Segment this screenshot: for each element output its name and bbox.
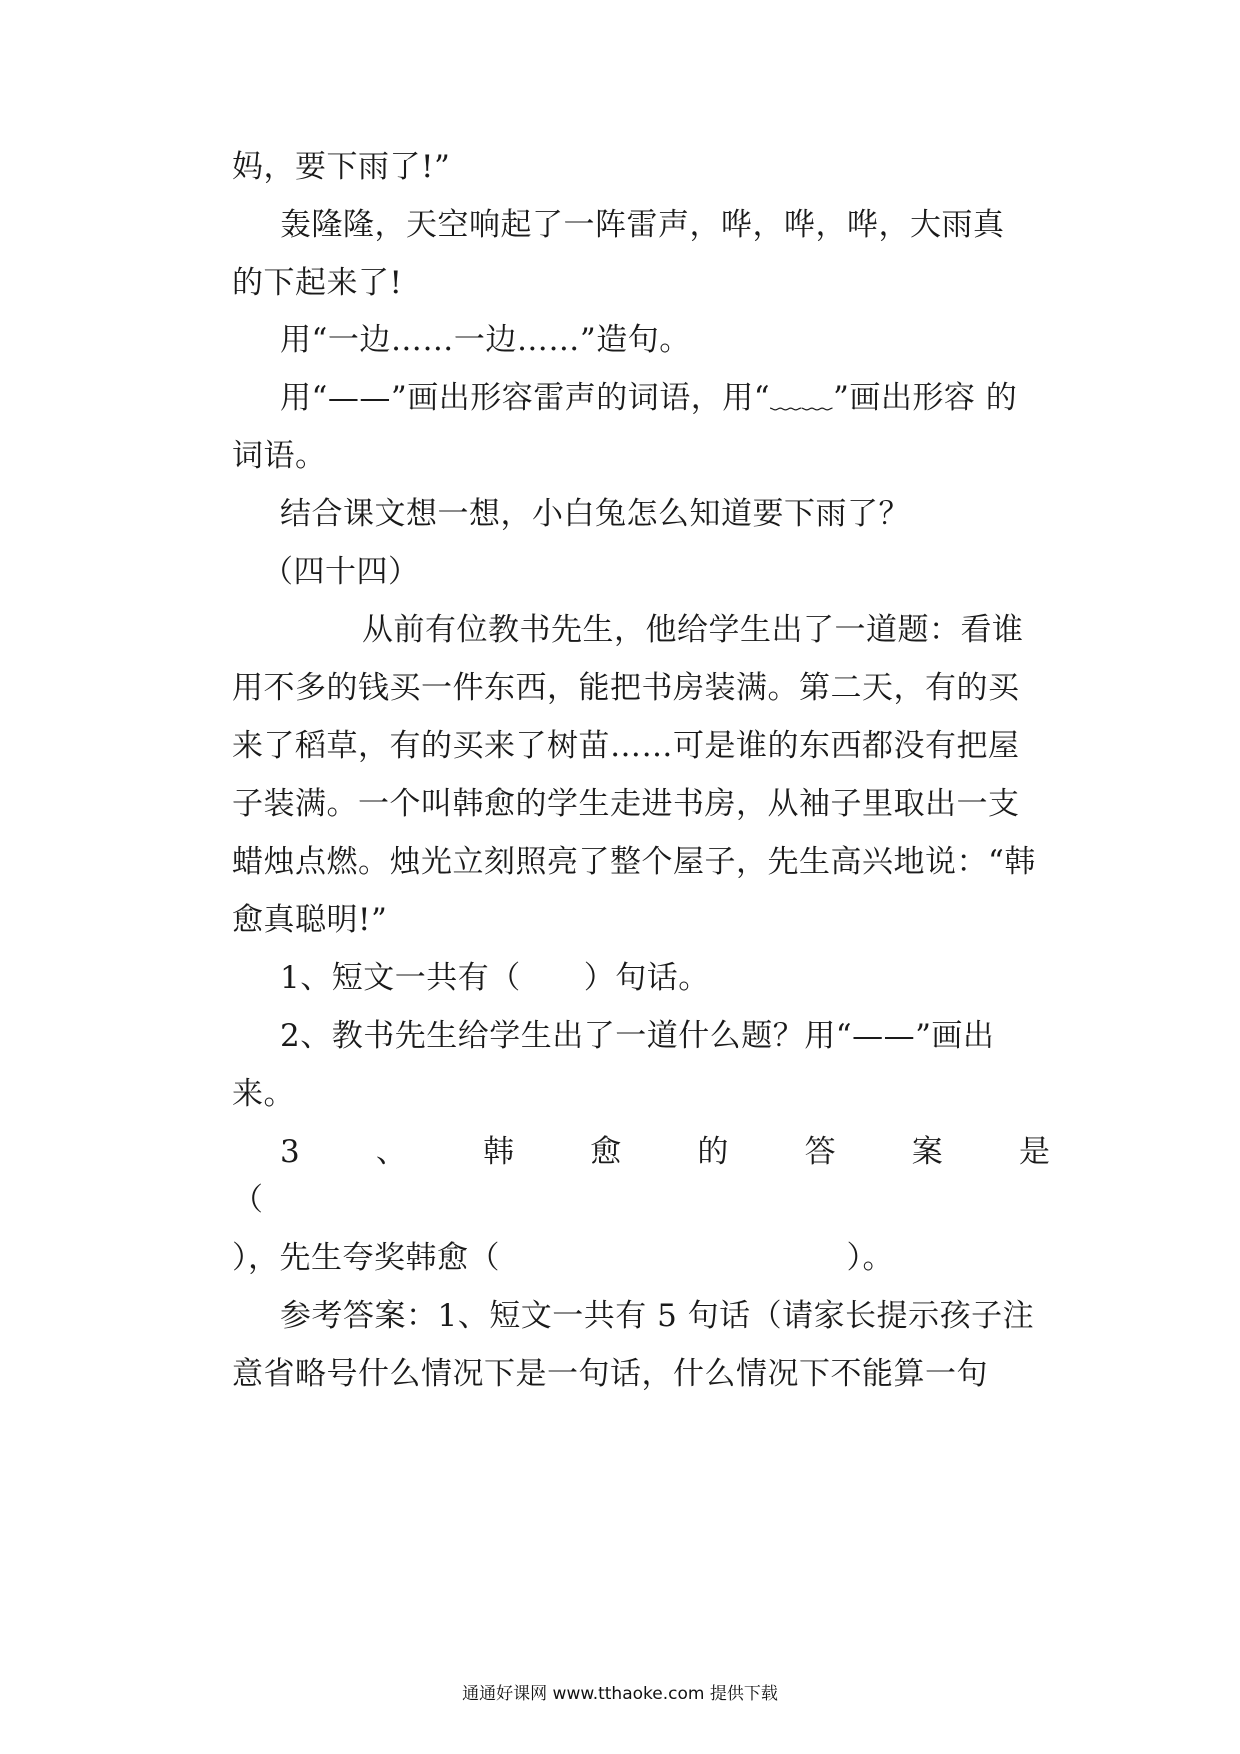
spaced-char: 是 — [1018, 1134, 1050, 1170]
spaced-char: 答 — [804, 1134, 836, 1170]
text-line: 用不多的钱买一件东西，能把书房装满。第二天，有的买 — [232, 670, 1020, 706]
question-line: 2、教书先生给学生出了一道什么题？用“——”画出 — [280, 1018, 995, 1054]
text-line: 从前有位教书先生，他给学生出了一道题：看谁 — [362, 612, 1024, 648]
text-line: 来。 — [232, 1076, 295, 1112]
spaced-char: 愈 — [590, 1134, 622, 1170]
text-line: 的下起来了! — [232, 265, 403, 301]
text-line: 来了稻草，有的买来了树苗……可是谁的东西都没有把屋 — [232, 728, 1020, 764]
spaced-char: 、 — [375, 1134, 407, 1170]
text-line: 轰隆隆，天空响起了一阵雷声，哗，哗，哗，大雨真 — [280, 207, 1005, 243]
spaced-char: 韩 — [483, 1134, 515, 1170]
text-line: （ — [232, 1182, 264, 1218]
spaced-char: 3 — [280, 1134, 300, 1170]
text-line: 词语。 — [232, 438, 327, 474]
answer-line: 参考答案：1、短文一共有 5 句话（请家长提示孩子注 — [280, 1298, 1035, 1334]
spaced-char: 案 — [911, 1134, 943, 1170]
text-line: 子装满。一个叫韩愈的学生走进书房，从袖子里取出一支 — [232, 786, 1020, 822]
text-line: 蜡烛点燃。烛光立刻照亮了整个屋子，先生高兴地说：“韩 — [232, 844, 1036, 880]
text-line: ），先生夸奖韩愈（ ）。 — [232, 1240, 894, 1276]
footer-text: 通通好课网 www.tthaoke.com 提供下载 — [462, 1684, 778, 1704]
text-line: 结合课文想一想，小白兔怎么知道要下雨了？ — [280, 496, 910, 532]
text-line: 愈真聪明!” — [232, 902, 388, 938]
question-line: 1、短文一共有（ ）句话。 — [280, 960, 710, 996]
text-line: 用“一边……一边……”造句。 — [280, 322, 691, 358]
answer-line: 意省略号什么情况下是一句话，什么情况下不能算一句 — [232, 1356, 988, 1392]
spaced-question-line — [280, 1132, 1050, 1172]
text-line: 用“——”画出形容雷声的词语，用“﹏﹏”画出形容 的 — [280, 380, 1018, 416]
text-line: 妈，要下雨了!” — [232, 149, 451, 185]
section-heading: （四十四） — [262, 554, 420, 590]
spaced-char: 的 — [697, 1134, 729, 1170]
